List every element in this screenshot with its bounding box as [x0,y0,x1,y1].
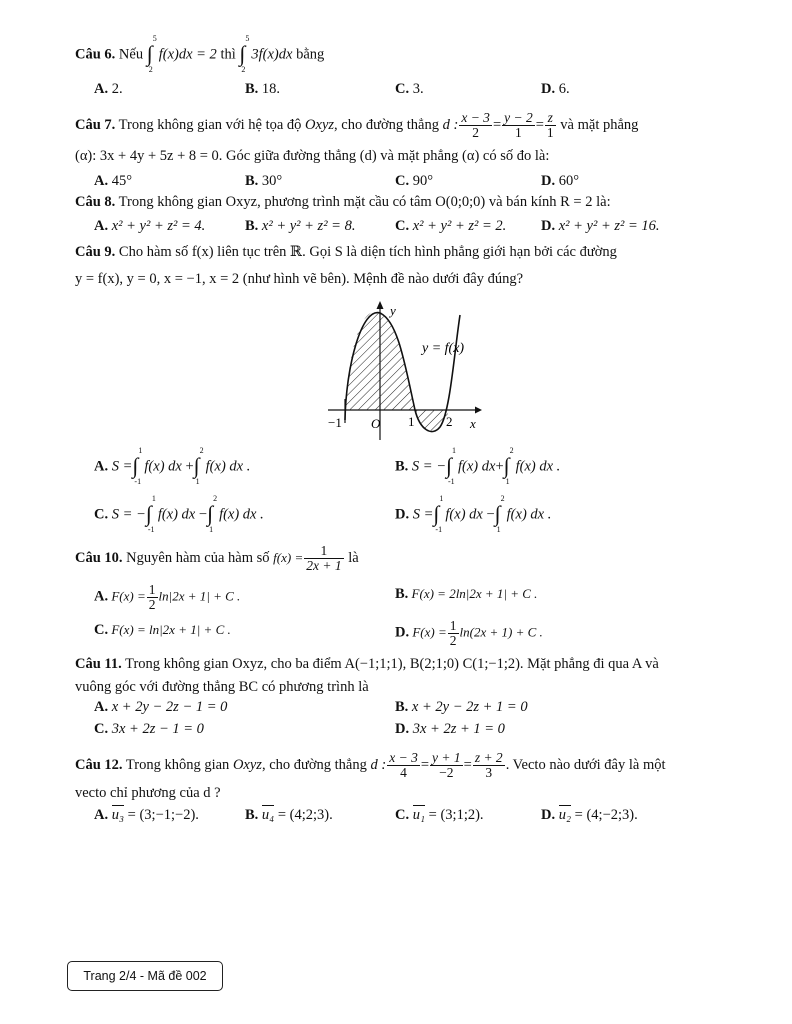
q12-f2-den: −2 [439,765,454,780]
q9-option-a-letter: A. [94,458,109,475]
q7-d: d : [442,116,459,133]
q9-option-a-op: + [185,458,194,475]
q7-label: Câu 7. [75,116,116,133]
q6-option-b[interactable] [245,80,280,98]
q8-option-d-letter: D. [541,218,556,234]
q6-option-b-text: 18. [261,81,281,97]
q9-option-a-body2: f(x) dx . [205,458,251,475]
q9-option-b-op: + [495,458,504,475]
q9-x-arrow-icon [475,407,482,414]
q6-option-c-text: 3. [412,81,424,97]
q7-option-a-text: 45° [111,173,133,189]
q10-option-c[interactable] [94,621,231,639]
q10-option-a-pre: F(x) = [111,588,146,604]
q10-option-d[interactable] [395,619,543,648]
q9-option-d-int1: ∫ 1 -1 [433,494,444,534]
q11-option-b-letter: B. [395,699,409,715]
q7-stem-b: , cho đường thẳng [334,116,439,133]
q8-option-c[interactable] [395,217,506,235]
q12-stem-b: , cho đường thẳng [261,756,367,773]
q9-c-i1-lo: -1 [147,525,155,534]
q9-option-c-op: − [198,506,208,523]
q10-option-c-letter: C. [94,622,109,638]
q12-option-b-text: = (4;2;3). [277,807,333,823]
q12-f1-num: x − 3 [389,750,418,765]
q9-tick-1: 1 [408,414,415,429]
q12-option-b[interactable] [245,806,333,824]
q9-option-b-int2: ∫ 2 1 [503,446,514,486]
q7-frac-2 [502,111,535,140]
q9-option-d-pre: S = [412,506,434,523]
q12-f3-den: 3 [485,765,493,780]
q8-option-b-letter: B. [245,218,259,234]
q8-option-c-text: x² + y² + z² = 2. [412,218,507,234]
q9-d-i1-lo: -1 [435,525,443,534]
q10-stem-text: Nguyên hàm của hàm số [126,549,270,566]
q10-option-b[interactable] [395,585,537,603]
q10-option-d-pre: F(x) = [412,624,447,640]
q8-option-d[interactable] [541,217,660,235]
q10-option-a-post: ln|2x + 1| + C . [158,588,241,604]
q8-option-d-text: x² + y² + z² = 16. [558,218,660,234]
q7-line-2: (α): 3x + 4y + 5z + 8 = 0. Góc giữa đường thẳng (d) và mặt phẳng (α) có số đo là: [75,148,550,164]
q10-a-fd: 2 [148,597,156,612]
q11-option-d[interactable] [395,720,505,738]
q11-line-2: vuông góc với đường thẳng BC có phương trình là [75,679,369,695]
q10-option-d-letter: D. [395,624,410,641]
q9-option-a-int2: ∫ 2 1 [193,446,204,486]
q10-option-d-post: ln(2x + 1) + C . [459,624,543,640]
q8-option-c-letter: C. [395,218,410,234]
q10-fx: f(x) = [273,549,304,565]
q8-stem-text: Trong không gian Oxyz, phương trình mặt cầu có tâm O(0;0;0) và bán kính R = 2 là: [118,194,611,210]
q7-frac-1 [459,111,492,140]
q6-option-d[interactable] [541,80,570,98]
q12-option-c-text: = (3;1;2). [428,807,484,823]
q9-option-c-body2: f(x) dx . [219,506,264,523]
q6-int2-body: 3f(x)dx [251,46,293,63]
q9-option-b-letter: B. [395,458,409,475]
q12-option-b-letter: B. [245,807,259,823]
q12-option-d-text: = (4;−2;3). [574,807,638,823]
q7-option-c-text: 90° [412,173,434,189]
q6-tail: bằng [296,46,325,63]
q12-option-a-letter: A. [94,807,109,823]
q6-int2-lower: 2 [241,65,246,74]
q7-option-a[interactable] [94,172,132,190]
q7-option-b-text: 30° [261,173,283,189]
q12-stem-c: . Vecto nào dưới đây là một [505,756,666,773]
q9-b-i2-up: 2 [509,446,514,455]
q10-stem [75,544,359,573]
q6-int2-upper: 5 [245,34,250,43]
q12-option-c-vector: u₁ [412,807,426,823]
q9-d-i1-up: 1 [439,494,444,503]
q6-int1-upper: 5 [152,34,157,43]
q10-option-c-text: F(x) = ln|2x + 1| + C . [111,622,231,637]
q10-frac [304,544,343,573]
q7-option-b-letter: B. [245,173,259,189]
q7-f1-den: 2 [472,125,479,140]
q12-line-2: vecto chỉ phương của d ? [75,785,221,801]
q9-option-b-int1: ∫ 1 -1 [446,446,456,486]
q9-option-b-body1: f(x) dx [458,458,496,475]
q6-stem [75,34,325,74]
q9-x-label: x [470,416,476,431]
q9-b-i1-up: 1 [452,446,456,455]
q6-option-b-letter: B. [245,81,259,97]
q7-f1-num: x − 3 [461,110,490,125]
q9-y-arrow-icon [377,301,384,309]
q7-stem-a: Trong không gian với hệ tọa độ [118,116,302,133]
q12-f1-den: 4 [400,765,407,780]
q9-option-b-body2: f(x) dx . [515,458,561,475]
q9-d-i2-lo: 1 [496,525,501,534]
q10-option-d-frac [448,619,459,648]
q9-option-d[interactable] [395,494,552,534]
q9-stem [75,243,617,261]
q12-option-c[interactable] [395,806,484,824]
q12-stem-a: Trong không gian [125,756,230,773]
q9-option-c-letter: C. [94,506,109,523]
q11-option-c-letter: C. [94,721,109,737]
q11-option-a[interactable] [94,698,227,716]
q11-option-d-letter: D. [395,721,410,737]
q7-space: Oxyz [305,116,335,133]
q6-option-a[interactable] [94,80,123,98]
q11-option-a-letter: A. [94,699,109,715]
q9-option-a-int1: ∫ 1 -1 [132,446,143,486]
q7-f3-den: 1 [546,125,554,140]
q9-option-d-op: − [486,506,495,523]
q9-d-i2-up: 2 [500,494,505,503]
page-footer: Trang 2/4 - Mã đề 002 [67,961,223,991]
q9-tick-origin: O [371,416,381,431]
q11-label: Câu 11. [75,656,122,672]
q7-option-b[interactable] [245,172,282,190]
q9-option-c[interactable] [94,494,264,534]
q8-option-b-text: x² + y² + z² = 8. [261,218,356,234]
q12-option-d[interactable] [541,806,638,824]
q9-b-i2-lo: 1 [505,477,510,486]
q9-curve-label: y = f(x) [422,341,465,356]
q6-int1-body: f(x)dx = 2 [158,46,217,63]
q10-option-b-text: F(x) = 2ln|2x + 1| + C . [411,586,538,601]
q9-y-label: y [390,303,396,318]
q8-label: Câu 8. [75,194,116,210]
q9-option-b[interactable] [395,446,561,486]
q9-c-i2-lo: 1 [209,525,214,534]
q11-stem [75,655,659,673]
q8-option-b[interactable] [245,217,355,235]
q7-option-d-text: 60° [558,173,580,189]
q9-b-i1-lo: -1 [448,477,455,486]
q12-option-a-text: = (3;−1;−2). [127,807,199,823]
q7-f2-den: 1 [515,125,522,140]
q12-f2-num: y + 1 [432,750,461,765]
q10-d-fn: 1 [449,618,457,633]
q8-option-a[interactable] [94,217,205,235]
q6-int1-lower: 2 [148,65,153,74]
q10-option-a-frac [147,583,158,612]
q6-option-a-letter: A. [94,81,109,97]
q12-label: Câu 12. [75,756,123,773]
q6-option-d-text: 6. [558,81,570,97]
q9-option-c-body1: f(x) dx [157,506,196,523]
q9-option-c-pre: S = − [111,506,146,523]
q12-option-d-letter: D. [541,807,556,823]
q6-integral-2: ∫ 5 2 [239,34,250,74]
q7-option-c[interactable] [395,172,433,190]
q9-option-a-pre: S = [111,458,133,475]
q7-stem-c: và mặt phẳng [560,116,639,133]
q9-option-d-body1: f(x) dx [445,506,483,523]
q7-option-c-letter: C. [395,173,410,189]
q12-stem: Câu 12. Trong không gian Oxyz, cho đường thẳng d : $\frac{x - 3}{4}$ = $\frac{y + 1}{-2}$ = $\frac{z + 2}{3}$ . Vecto nào dưới đây là một [75,750,666,780]
q12-space: Oxyz [232,756,262,773]
q11-option-c-text: 3x + 2z − 1 = 0 [111,721,204,737]
q11-option-b[interactable] [395,698,528,716]
q11-line-1: Trong không gian Oxyz, cho ba điểm A(−1;1;1), B(2;1;0) C(1;−1;2). Mặt phẳng đi qua A và [125,656,659,672]
q9-label: Câu 9. [75,244,116,260]
q9-a-i1-up: 1 [138,446,143,455]
q12-f3-num: z + 2 [474,750,503,765]
q6-stem-a: Nếu [118,46,144,63]
q9-option-c-int2: ∫ 2 1 [207,494,218,534]
q10-tail: là [348,549,359,566]
q12-frac-3 [473,751,505,780]
q11-option-b-text: x + 2y − 2z + 1 = 0 [411,699,528,715]
q9-tick-2: 2 [446,414,453,429]
q10-option-a[interactable] [94,583,240,612]
q6-option-d-letter: D. [541,81,556,97]
q8-option-a-text: x² + y² + z² = 4. [111,218,206,234]
q10-d-fd: 2 [449,633,457,648]
q9-a-i2-up: 2 [199,446,204,455]
q6-option-a-text: 2. [111,81,123,97]
q7-frac-3 [545,111,556,140]
q7-f3-num: z [545,111,556,126]
q9-option-b-pre: S = − [411,458,446,475]
q7-stem: Câu 7. Trong không gian với hệ tọa độ Oxyz, cho đường thẳng d : $\frac{x - 3}{2}$ = $\frac{y - 2}{1}$ = $\frac{z}{1}$ và mặt phẳng [75,110,639,140]
q6-option-c[interactable] [395,80,424,98]
q10-frac-num: 1 [304,544,343,559]
q6-option-c-letter: C. [395,81,410,97]
q12-frac-1 [387,751,420,780]
q9-option-d-int2: ∫ 2 1 [494,494,505,534]
q12-option-c-letter: C. [395,807,410,823]
q12-option-a-vector: u₃ [111,807,125,823]
q9-c-i2-up: 2 [213,494,218,503]
q9-option-a-body1: f(x) dx [144,458,182,475]
q9-graph [320,295,490,445]
q10-label: Câu 10. [75,549,123,566]
q9-option-d-body2: f(x) dx . [506,506,552,523]
q7-option-a-letter: A. [94,173,109,189]
q8-stem [75,193,611,211]
q9-a-i2-lo: 1 [195,477,200,486]
q11-option-a-text: x + 2y − 2z − 1 = 0 [111,699,228,715]
q10-option-b-letter: B. [395,586,409,602]
q12-option-b-vector: u₄ [261,807,275,823]
q9-line-1: Cho hàm số f(x) liên tục trên ℝ. Gọi S là diện tích hình phẳng giới hạn bởi các đường [118,244,617,260]
q9-a-i1-lo: -1 [134,477,142,486]
q9-tick-neg1: −1 [328,415,342,430]
q11-option-d-text: 3x + 2z + 1 = 0 [412,721,505,737]
q6-integral-1: ∫ 5 2 [146,34,157,74]
q8-option-a-letter: A. [94,218,109,234]
q10-option-a-letter: A. [94,588,109,605]
q7-option-d[interactable] [541,172,579,190]
q9-line-2: y = f(x), y = 0, x = −1, x = 2 (như hình vẽ bên). Mệnh đề nào dưới đây đúng? [75,271,524,287]
q11-option-c[interactable] [94,720,204,738]
q9-option-c-int1: ∫ 1 -1 [145,494,156,534]
q12-d: d : [370,756,387,773]
q10-a-fn: 1 [148,582,156,597]
q7-option-d-letter: D. [541,173,556,189]
q10-frac-den: 2x + 1 [306,558,342,573]
q7-f2-num: y − 2 [504,110,533,125]
q6-label: Câu 6. [75,46,116,63]
q9-c-i1-up: 1 [151,494,156,503]
q9-option-d-letter: D. [395,506,410,523]
q12-option-d-vector: u₂ [558,807,572,823]
q12-option-a[interactable] [94,806,199,824]
q9-option-a[interactable] [94,446,251,486]
q6-mid: thì [220,46,236,63]
q12-frac-2 [430,751,463,780]
